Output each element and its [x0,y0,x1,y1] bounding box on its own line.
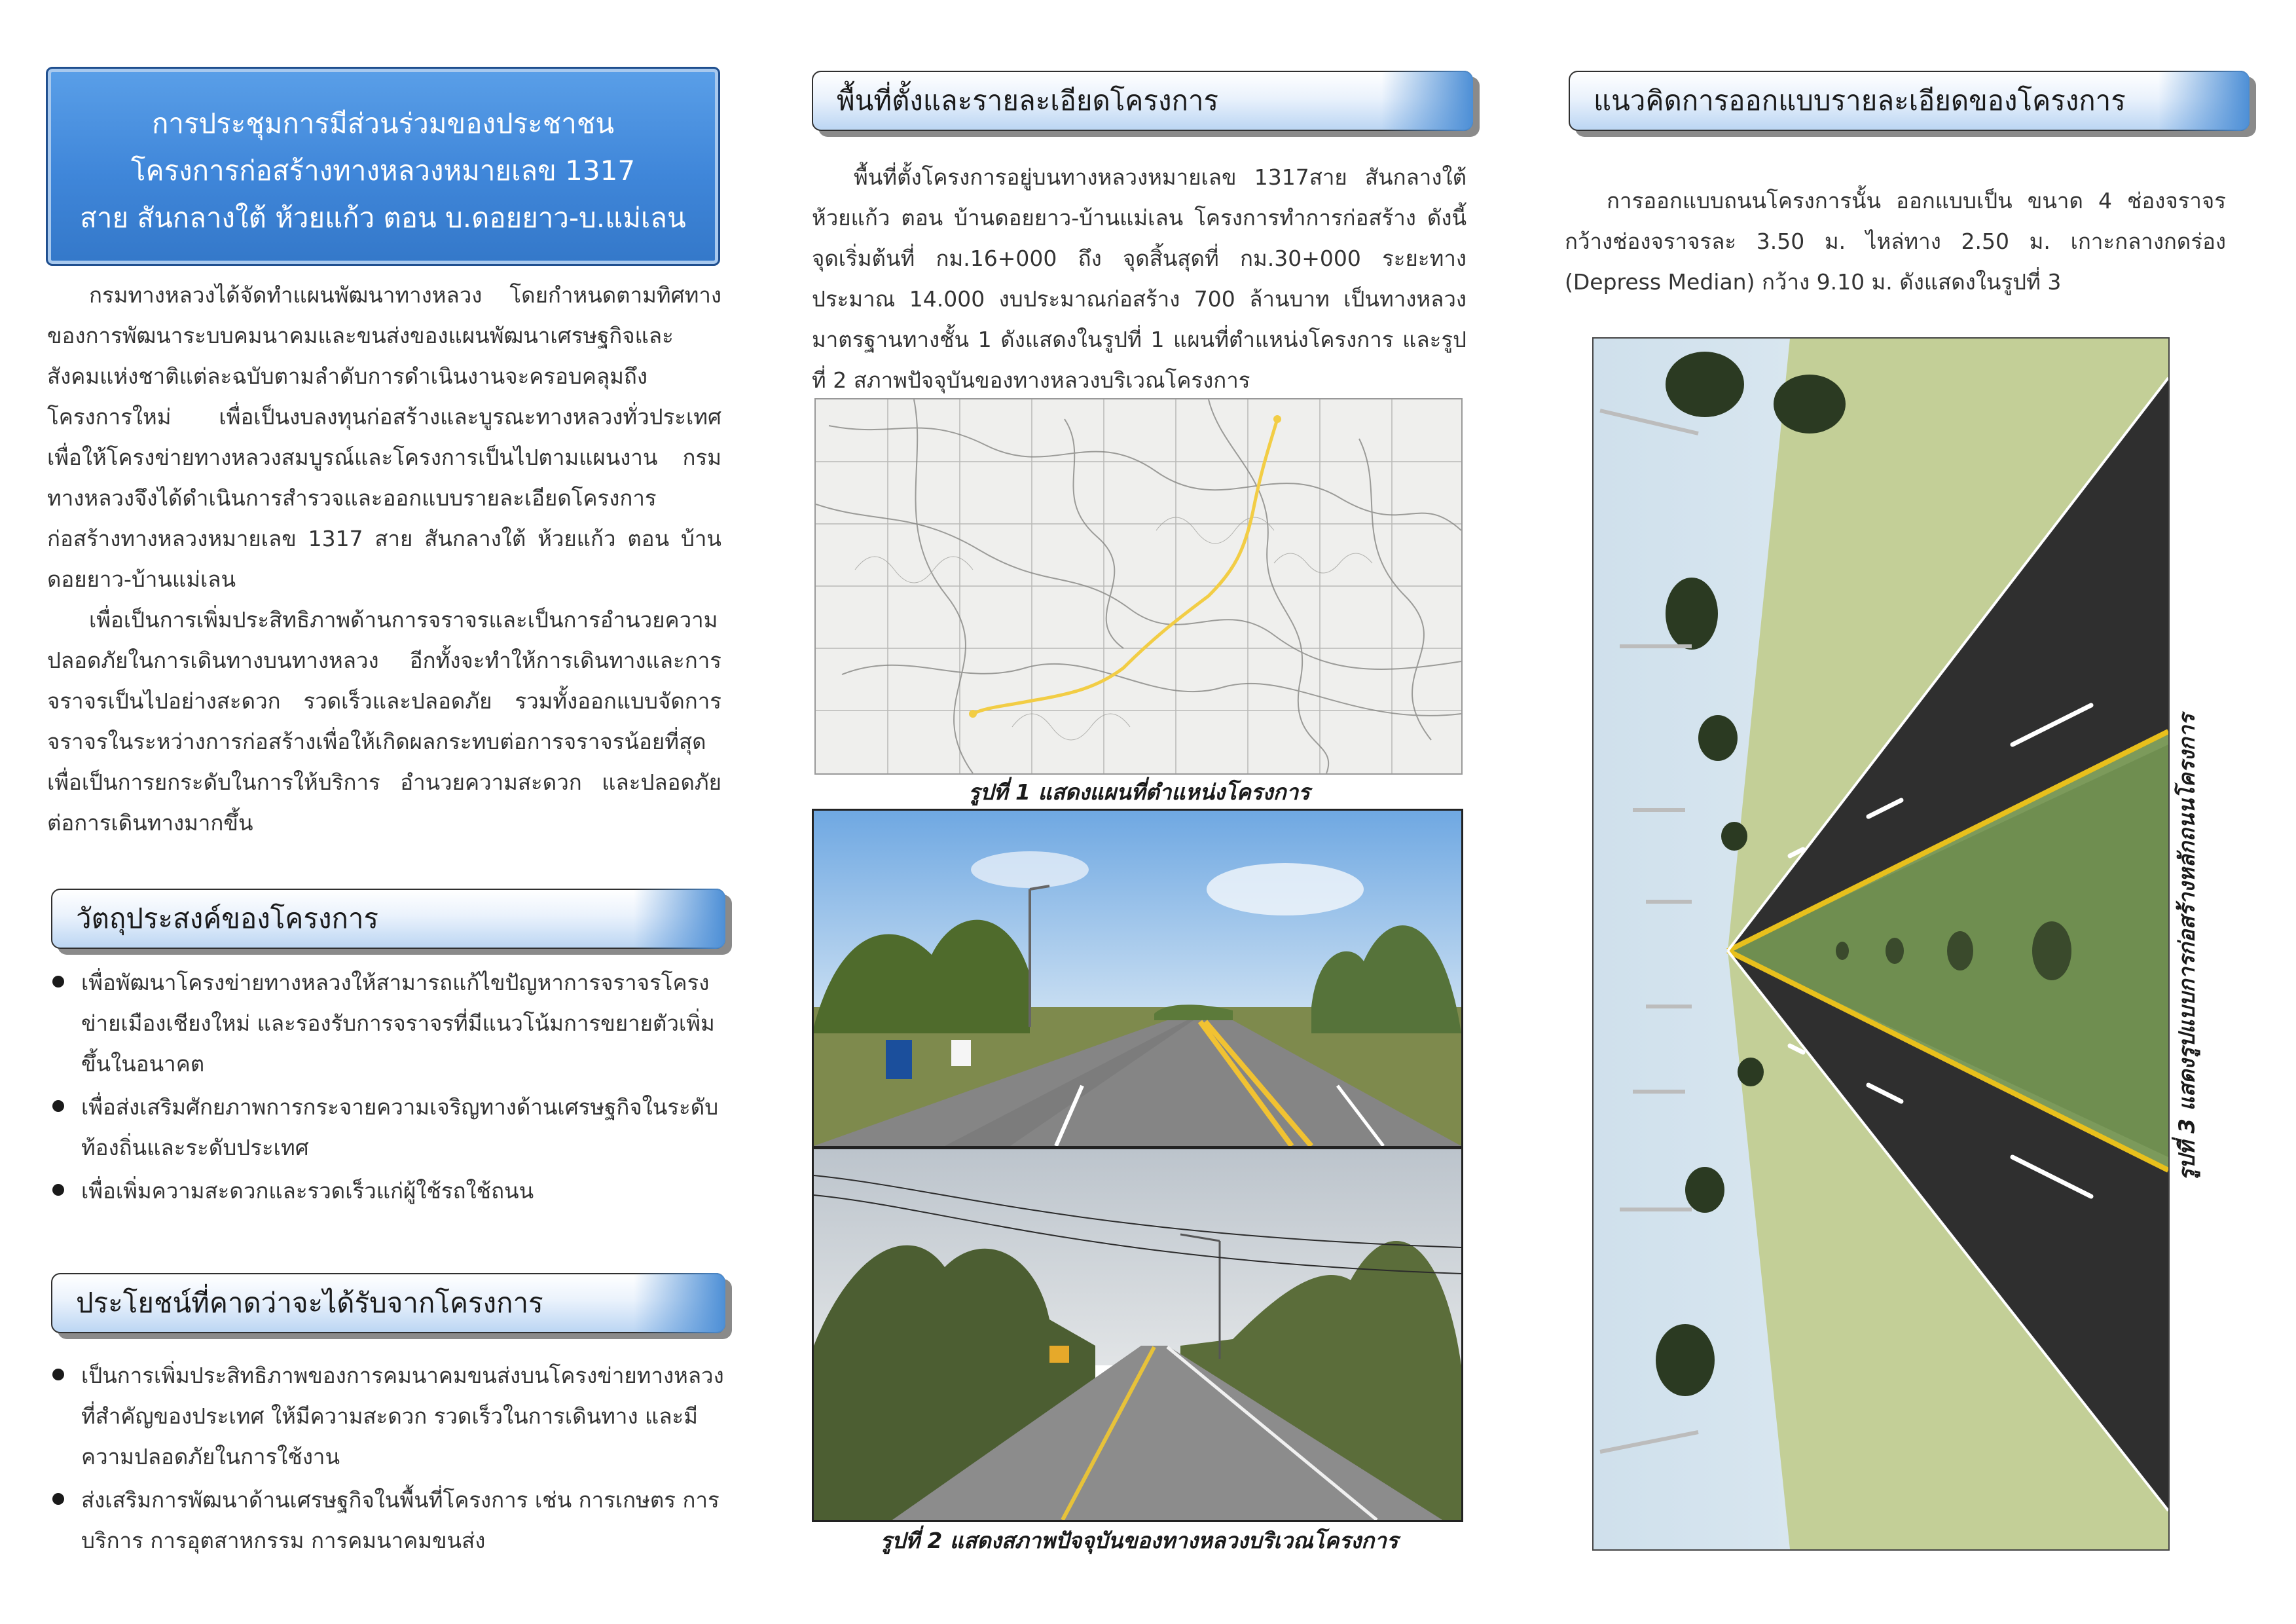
map-graphic [816,399,1461,773]
objective-item [52,1171,727,1211]
benefits-heading-text: ประโยชน์ที่คาดว่าจะได้รับจากโครงการ [76,1287,543,1319]
figure-2-caption: รูปที่ 2 แสดงสภาพปัจจุบันของทางหลวงบริเวณโครงการ [880,1528,1398,1553]
bullet-icon [52,1493,64,1505]
benefit-item-text: ส่งเสริมการพัฒนาด้านเศรษฐกิจในพื้นที่โครงการ เช่น การเกษตร การบริการ การอุตสาหกรรม การคมนาคมขนส่ง [81,1487,720,1553]
road-photo-2 [812,1147,1463,1522]
bullet-icon [52,976,64,987]
location-map-image [814,398,1463,775]
objectives-heading [51,889,725,949]
design-text: การออกแบบถนนโครงการนั้น ออกแบบเป็น ขนาด 4 ช่องจราจร กว้างช่องจราจรละ 3.50 ม. ไหล่ทาง 2.50 ม. เกาะกลางกดร่อง (Depress Median) กว้าง 9.10 ม. ดังแสดงในรูปที่ 3 [1565,188,2226,295]
bullet-icon [52,1184,64,1196]
road-design-render [1592,337,2170,1551]
objectives-heading-text: วัตถุประสงค์ของโครงการ [76,902,379,934]
benefit-item-text: เป็นการเพิ่มประสิทธิภาพของการคมนาคมขนส่งบนโครงข่ายทางหลวงที่สำคัญของประเทศ ให้มีความสะดวก รวดเร็วในการเดินทาง และมีความปลอดภัยในการใช้งาน [81,1363,724,1469]
objective-item-text: เพื่อเพิ่มความสะดวกและรวดเร็วแก่ผู้ใช้รถใช้ถนน [81,1178,534,1204]
location-heading [812,71,1473,131]
title-line-3: สาย สันกลางใต้ ห้วยแก้ว ตอน บ.ดอยยาว-บ.แม่เลน [80,202,686,234]
objective-item-text: เพื่อพัฒนาโครงข่ายทางหลวงให้สามารถแก้ไขปัญหาการจราจรโครงข่ายเมืองเชียงใหม่ และรองรับการจราจรที่มีแนวโน้มการขยายตัวเพิ่มขึ้นในอนาคต [81,970,715,1077]
objective-item [52,963,727,1084]
design-heading [1569,71,2250,131]
benefit-item [52,1480,727,1561]
benefit-item [52,1356,727,1477]
objective-item-text: เพื่อส่งเสริมศักยภาพการกระจายความเจริญทางด้านเศรษฐกิจในระดับท้องถิ่นและระดับประเทศ [81,1094,719,1160]
column-left [46,0,727,1624]
benefits-heading [51,1273,725,1333]
bullet-icon [52,1369,64,1380]
title-line-2: โครงการก่อสร้างทางหลวงหมายเลข 1317 [130,155,636,187]
figure-1-caption: รูปที่ 1 แสดงแผนที่ตำแหน่งโครงการ [968,779,1310,805]
design-text-block [1565,181,2226,303]
benefits-list [52,1356,727,1564]
title-banner [46,67,720,266]
location-text-block [812,157,1467,401]
road-photo-1 [812,809,1463,1148]
objectives-list [52,963,727,1214]
location-text: พื้นที่ตั้งโครงการอยู่บนทางหลวงหมายเลข 1317สาย สันกลางใต้ ห้วยแก้ว ตอน บ้านดอยยาว-บ้านแม่เลน โครงการทำการก่อสร้าง ดังนี้ จุดเริ่มต้นที่ กม.16+000 ถึง จุดสิ้นสุดที่ กม.30+000 ระยะทางประมาณ 14.000 งบประมาณก่อสร้าง 700 ล้านบาท เป็นทางหลวงมาตรฐานทางชั้น 1 ดังแสดงในรูปที่ 1 แผนที่ตำแหน่งโครงการ และรูปที่ 2 สภาพปัจจุบันของทางหลวงบริเวณโครงการ [812,164,1467,393]
road-photo-2-graphic [814,1149,1461,1520]
road-photo-1-graphic [814,811,1461,1146]
design-heading-text: แนวคิดการออกแบบรายละเอียดของโครงการ [1594,84,2126,117]
objective-item [52,1087,727,1168]
location-heading-text: พื้นที่ตั้งและรายละเอียดโครงการ [837,84,1219,117]
intro-text [47,275,721,843]
figure-3-caption-text: รูปที่ 3 แสดงรูปแบบการก่อสร้างหลักถนนโครงการ [2174,714,2200,1181]
bullet-icon [52,1100,64,1112]
road-design-graphic [1594,339,2168,1549]
intro-paragraph-2: เพื่อเป็นการเพิ่มประสิทธิภาพด้านการจราจรและเป็นการอำนวยความปลอดภัยในการเดินทางบนทางหลวง อีกทั้งจะทำให้การเดินทางและการจราจรเป็นไปอย่างสะดวก รวดเร็วและปลอดภัย รวมทั้งออกแบบจัดการจราจรในระหว่างการก่อสร้างเพื่อให้เกิดผลกระทบต่อการจราจรน้อยที่สุด เพื่อเป็นการยกระดับในการให้บริการ อำนวยความสะดวก และปลอดภัยต่อการเดินทางมากขึ้น [47,607,721,836]
intro-paragraph-1: กรมทางหลวงได้จัดทำแผนพัฒนาทางหลวง โดยกำหนดตามทิศทางของการพัฒนาระบบคมนาคมและขนส่งของแผนพัฒนาเศรษฐกิจและสังคมแห่งชาติแต่ละฉบับตามลำดับการดำเนินงานจะครอบคลุมถึงโครงการใหม่ เพื่อเป็นงบลงทุนก่อสร้างและบูรณะทางหลวงทั่วประเทศ เพื่อให้โครงข่ายทางหลวงสมบูรณ์และโครงการเป็นไปตามแผนงาน กรมทางหลวงจึงได้ดำเนินการสำรวจและออกแบบรายละเอียดโครงการก่อสร้างทางหลวงหมายเลข 1317 สาย สันกลางใต้ ห้วยแก้ว ตอน บ้านดอยยาว-บ้านแม่เลน [47,282,721,592]
column-right [1558,0,2252,1624]
title-line-1: การประชุมการมีส่วนร่วมของประชาชน [151,107,615,139]
column-middle [812,0,1473,1624]
